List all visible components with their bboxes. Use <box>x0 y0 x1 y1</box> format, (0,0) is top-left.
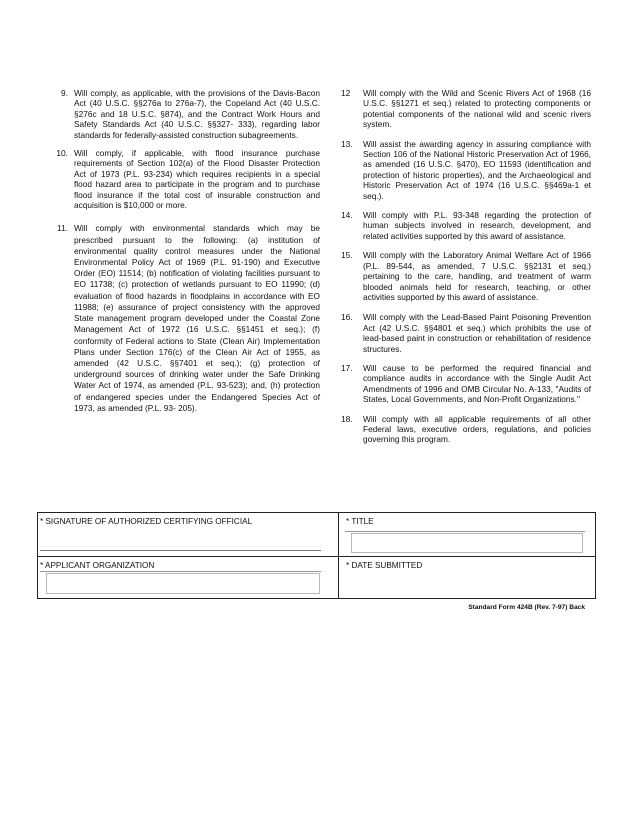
assurance-item-11 <box>38 223 320 413</box>
item-text: Will comply with the Wild and Scenic Rivers Act of 1968 (16 U.S.C. §§1271 et seq.) related to protecting components or potential components of the national wild and scenic rivers system. <box>363 88 591 130</box>
title-input[interactable] <box>351 533 583 553</box>
assurance-item-17 <box>341 363 591 405</box>
item-number: 15. <box>341 250 353 261</box>
assurance-item-14 <box>341 210 591 241</box>
item-number: 16. <box>341 312 353 323</box>
item-number: 14. <box>341 210 353 221</box>
assurance-item-9 <box>38 88 320 140</box>
item-number: 18. <box>341 413 353 424</box>
item-number: 13. <box>341 138 353 149</box>
item-text: Will comply with P.L. 93-348 regarding the protection of human subjects involved in research, development, and related activities supported by this award of assistance. <box>363 210 591 241</box>
form-divider-vertical <box>338 513 339 598</box>
item-text: Will comply with the Laboratory Animal Welfare Act of 1966 (P.L. 89-544, as amended, 7 U.S.C. §§2131 et seq.) pertaining to the care, handling, and treatment of warm blooded animals held for research, teaching, or other activities supported by this award of assistance. <box>363 250 591 302</box>
assurance-item-13 <box>341 139 591 201</box>
applicant-organization-label: * APPLICANT ORGANIZATION <box>40 561 155 570</box>
title-label: * TITLE <box>346 517 374 526</box>
applicant-organization-input[interactable] <box>46 573 320 594</box>
item-number: 12 <box>341 88 351 98</box>
assurances-left-column <box>38 88 320 414</box>
item-text: Will comply with the Lead-Based Paint Poisoning Prevention Act (42 U.S.C. §§4801 et seq.) which prohibits the use of lead-based paint in construction or rehabilitation of residence structures. <box>363 312 591 354</box>
title-underline <box>345 531 585 532</box>
assurance-item-10 <box>38 148 320 210</box>
item-number: 10. <box>56 148 68 159</box>
signature-label: * SIGNATURE OF AUTHORIZED CERTIFYING OFFICIAL <box>40 517 253 526</box>
assurance-item-15 <box>341 250 591 302</box>
signature-line[interactable] <box>40 550 321 551</box>
assurance-item-18 <box>341 414 591 445</box>
item-text: Will comply, if applicable, with flood insurance purchase requirements of Section 102(a) of the Flood Disaster Protection Act of 1973 (P.L. 93-234) which requires recipients in a special flood hazard area to participate in the program and to purchase flood insurance if the total cost of insurable construction and acquisition is $10,000 or more. <box>74 148 320 211</box>
form-divider-horizontal <box>38 556 595 557</box>
form-footer-label: Standard Form 424B (Rev. 7-97) Back <box>468 604 585 611</box>
item-text: Will comply with all applicable requirements of all other Federal laws, executive orders, regulations, and policies governing this program. <box>363 413 591 445</box>
signature-form-box <box>37 512 596 599</box>
assurance-item-16 <box>341 312 591 354</box>
item-number: 11. <box>56 223 68 234</box>
organization-underline <box>40 571 321 572</box>
item-number: 17. <box>341 362 353 373</box>
item-text: Will cause to be performed the required financial and compliance audits in accordance with the Single Audit Act Amendments of 1996 and OMB Circular No. A-133, "Audits of States, Local Governments, and Non-Profit Organizations." <box>363 362 591 405</box>
date-submitted-input[interactable] <box>351 574 583 594</box>
assurance-item-12 <box>341 88 591 130</box>
item-text: Will comply, as applicable, with the provisions of the Davis-Bacon Act (40 U.S.C. §§276a to 276a-7), the Copeland Act (40 U.S.C. §276c and 18 U.S.C. §874), and the Contract Work Hours and Safety Standards Act (40 U.S.C. §§327- 333), regarding labor standards for federally-assisted construction subagreements. <box>74 88 320 140</box>
assurances-right-column <box>341 88 591 445</box>
date-submitted-label: * DATE SUBMITTED <box>346 561 423 570</box>
item-text: Will assist the awarding agency in assuring compliance with Section 106 of the National Historic Preservation Act of 1966, as amended (16 U.S.C. §470), EO 11593 (identification and protection of historic properties), and the Archaeological and Historic Preservation Act of 1974 (16 U.S.C. §§469a-1 et seq.). <box>363 138 591 201</box>
item-text: Will comply with environmental standards which may be prescribed pursuant to the following: (a) institution of environmental quality control measures under the National Environmental Policy Act of 1969 (P.L. 91-190) and Executive Order (EO) 11514; (b) notification of violating facilities pursuant to EO 11738; (c) protection of wetlands pursuant to EO 11990; (d) evaluation of flood hazards in floodplains in accordance with EO 11988; (e) assurance of project consistency with the approved State management program developed under the Coastal Zone Management Act of 1972 (16 U.S.C. §§1451 et seq.); (f) conformity of Federal actions to State (Clean Air) Implementation Plans under Section 176(c) of the Clean Air Act of 1955, as amended (42 U.S.C. §§7401 et seq.); (g) protection of underground sources of drinking water under the Safe Drinking Water Act of 1974, as amended (P.L. 93-523); and, (h) protection of endangered species under the Endangered Species Act of 1973, as amended (P.L. 93- 205). <box>74 223 320 413</box>
item-number: 9. <box>61 88 68 98</box>
